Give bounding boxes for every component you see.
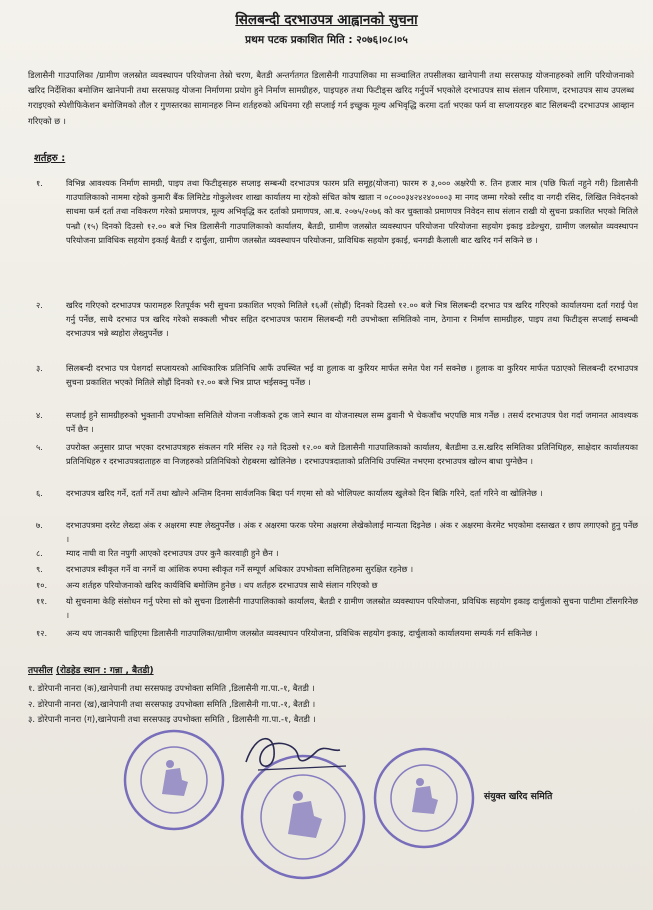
tapsil-list	[28, 681, 316, 728]
tapsil-item: ३. डोरेपानी नानरा (ग),खानेपानी तथा सरसफाइ उपभोक्ता समिति , डिलासैनी गा.पा.-१, बैतडी ।	[28, 714, 316, 724]
condition-text: दरभाउपत्र स्वीकृत गर्ने वा नगर्ने वा आंशिक रुपमा स्वीकृत गर्ने सम्पूर्ण अधिकार उपभोक्ता समितिहरुमा सुरक्षित रहनेछ ।	[66, 564, 414, 574]
tapsil-item: २. डोरेपानी नानरा (ख),खानेपानी तथा सरसफाइ उपभोक्ता समिति ,डिलासैनी गा.पा.-१, बैतडी ।	[28, 698, 316, 709]
condition-text: दरभाउपत्रमा दररेट लेख्दा अंक र अक्षरमा स्पष्ट लेख्नुपर्नेछ । अंक र अक्षरमा फरक परेमा अक्षरमा लेखेकोलाई मान्यता दिइनेछ । अंक र अक्षरमा केरमेट भएकोमा दस्तखत र छाप लगाएको हुनु पर्नेछ ।	[66, 520, 638, 545]
condition-text: विभिन्न आवश्यक निर्माण सामग्री, पाइप तथा फिटीङ्सहरु सप्लाइ सम्बन्धी दरभाउपत्र फारम प्रति समूह(योजना) फारम रु ३,००० अक्षरेपी रु. तिन हजार मात्र (पछि फिर्ता नहुने गरी) डिलासैनी गाउपालिकाको नाममा रहेको कुमारी बैंक लिमिटेड गोकुलेश्वर शाखा कार्यालय मा रहेको संचित कोष खाता न ०८०००३४२४२४००००३ मा नगद जम्मा गरेको रसीद वा नगदी रसिद, लिखित निवेदनको साथमा फर्म दर्ता तथा नविकरण गरेको प्रमाणपत्र, मूल्य अभिवृद्धि कर दर्ताको प्रमाणपत्र, आ.ब. २०७५/२०७६ को कर चुक्ताको प्रमाणपत्र निवेदन साथ संलान राखी यो सुचना प्रकाशित भएको मितिले पन्ध्रौ (१५) दिनको दिउसो १२.०० बजे भित्र डिलासैनी गाउपालिकाको कार्यालय, बैतडी, ग्रामीण जलस्रोत व्यवस्थापन परियोजना परियोजना सहयोग इकाइ डडेल्धुरा, ग्रामीण जलस्रोत व्यवस्थापन परियोजना प्राविधिक सहयोग इकाई बैतडी र दार्चुला, ग्रामीण जलस्रोत व्यवस्थापन परियोजना, प्राविधिक सहयोग इकाई, धनगढी कैलाली बाट खरिद गर्न सकिने छ ।	[66, 178, 638, 245]
condition-number: ६.	[36, 488, 43, 498]
condition-number: १२.	[36, 628, 48, 638]
condition-number: ८.	[36, 548, 43, 558]
condition-text: दरभाउपत्र खरिद गर्ने, दर्ता गर्ने तथा खोल्ने अन्तिम दिनमा सार्वजनिक बिदा पर्न गएमा सो को भोलिपल्ट कार्यालय खुलेको दिन बिक्रि गरिने, दर्ता गरिने वा खोलिनेछ ।	[66, 488, 543, 498]
condition-number: ११.	[36, 596, 48, 606]
condition-text: सिलबन्दी दरभाउ पत्र पेशगर्दा सप्लायरको आधिकारिक प्रतिनिधि आफैं उपस्थित भई वा हुलाक वा कुरियर मार्फत समेत पेश गर्न सक्नेछ । हुलाक वा कुरियर मार्फत पठाएको सिलबन्दी दरभाउपत्र सुचना प्रकाशित भएको मितिले सोह्रौं दिनको १२.०० बजे भित्र प्राप्त भईसक्नु पर्नेछ ।	[66, 363, 638, 388]
intro-paragraph: डिलासैनी गाउपालिका /ग्रामीण जलस्रोत व्यवस्थापन परियोजना तेस्रो चरण, बैतडी अन्तर्गतगत डिलासैनी गाउपालिका मा सञ्चालित तपसीलका खानेपानी तथा सरसफाइ योजनाहरुको लागि परियोजनाको खरिद निर्देशिका बमोजिम खानेपानी तथा सरसफाइ योजना निर्माणमा प्रयोग हुने निर्माण सामग्रीहरु, पाइपहरु तथा फिटीङ्स खरिद गर्नुपर्ने भएकोले दरभाउपत्र साथ संलान परिमाण, दरभाउपत्र साथ उपलब्ध गराइएको स्पेशीफिकेशन बमोजिमको तौल र गुणस्तरका सामानहरु निम्न शर्तहरुको अधिनमा रही सप्लाई गर्न इच्छुक मूल्य अभिवृद्धि करमा दर्ता भएका फर्म वा सप्लायरहरु बाट सिलबन्दी दरभाउपत्र आव्हान गरिएको छ ।	[28, 70, 634, 126]
condition-number: ९.	[36, 564, 43, 574]
condition-text: यो सुचनामा केहि संसोधन गर्नु परेमा सो को सुचना डिलासैनी गाउपालिकाको कार्यालय, बैतडी र ग्रामीण जलस्रोत व्यवस्थापन परियोजना, प्रविधिक सहयोग इकाइ दार्चुलाको सुचना पाटीमा टाँसगरिनेछ ।	[66, 596, 638, 621]
condition-number: २.	[36, 300, 43, 310]
condition-number: ३.	[36, 363, 43, 373]
condition-text: सप्लाई हुने सामग्रीहरुको भुक्तानी उपभोक्ता समितिले योजना नजीकको ट्रक जाने स्थान वा योजनास्थल सम्म ढुवानी भै चेकजाँच भएपछि मात्र गर्नेछ । तसर्थ दरभाउपत्र पेश गर्दा जमानत आवश्यक पर्ने छैन ।	[66, 410, 638, 435]
roadhead-location: (रोडहेड स्थान : गन्ना , बैतडी)	[55, 666, 154, 676]
conditions-heading: शर्तहरु :	[34, 153, 66, 164]
joint-procurement-committee: संयुक्त खरिद समिति	[484, 791, 553, 802]
condition-text: अन्य थप जानकारी चाहिएमा डिलासैनी गाउपालिका/ग्रामीण जलस्रोत व्यवस्थापन परियोजना, प्रविधिक सहयोग इकाइ, दार्चुलाको कार्यालयमा सम्पर्क गर्न सकिनेछ ।	[66, 628, 538, 638]
signature-mark	[236, 722, 356, 782]
condition-number: १.	[36, 178, 43, 188]
committee-stamp-1	[122, 728, 226, 832]
committee-stamp-3	[372, 746, 476, 850]
publish-date: प्रथम पटक प्रकाशित मिति : २०७६।०८।०५	[245, 34, 408, 46]
notice-title: सिलबन्दी दरभाउपत्र आह्वानको सुचना	[235, 12, 418, 28]
condition-text: म्याद नाघी वा रित नपुगी आएको दरभाउपत्र उपर कुनै कारवाही हुने छैन ।	[66, 548, 279, 558]
tapsil-item: १. डोरेपानी नानरा (क),खानेपानी तथा सरसफाइ उपभोक्ता समिति ,डिलासैनी गा.पा.-१, बैतडी ।	[28, 683, 315, 693]
condition-number: १०.	[36, 580, 48, 590]
tapsil-label: तपसील	[28, 666, 53, 676]
condition-number: ५.	[36, 442, 43, 452]
condition-text: खरिद गरिएको दरभाउपत्र फारामहरु रितपूर्वक भरी सुचना प्रकाशित भएको मितिले १६औं (सोह्रौं) दिनको दिउसो १२.०० बजे भित्र सिलबन्दी दरभाउ पत्र खरिद गरिएको कार्यालयमा दर्ता गराई पेश गर्नु पर्नेछ, साथै दरभाउ पत्र खरिद गरेको सक्कली भौचर सहित दरभाउपत्र फाराम सिलबन्दी गरी उपभोक्ता समितिको नाम, ठेगाना र निर्माण सामग्रीहरु, पाइप तथा फिटीङ्स सप्लाई सम्बन्धी दरभाउपत्र भन्ने ब्यहोरा लेख्नुपर्नेछ ।	[66, 300, 638, 339]
condition-text: अन्य शर्तहरु परियोजनाको खरिद कार्यविधि बमोजिम हुनेछ । थप शर्तहरु दरभाउपत्र साथै संलान गरिएको छ	[66, 580, 378, 590]
condition-number: ४.	[36, 410, 43, 420]
condition-text: उपरोक्त अनुसार प्राप्त भएका दरभाउपत्रहरु संकलन गरि मंसिर २३ गते दिउसो १२.०० बजे डिलासैनी गाउपालिकाको कार्यालय, बैतडीमा उ.स.खरिद समितिका प्रतिनिधिहरु, साक्षेदार कार्यालयका प्रतिनिधिहरु र दरभाउपत्रदाताहरु वा निजहरुको प्रतिनिधिको रोहबरमा खोलिनेछ । दरभाउपत्रदाताको प्रतिनिधि उपस्थित नभएमा दरभाउपत्र खोल्न बाधा पुग्नेछैन ।	[66, 442, 638, 467]
condition-number: ७.	[36, 520, 43, 530]
tapsil-heading	[28, 663, 154, 676]
